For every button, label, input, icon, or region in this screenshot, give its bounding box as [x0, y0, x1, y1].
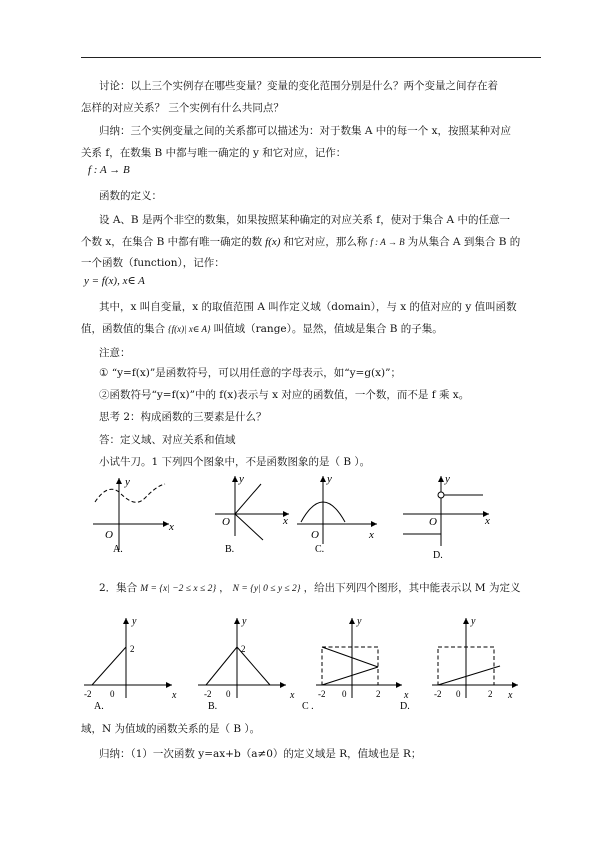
set-graph-c-y: y — [357, 616, 362, 627]
graph-d-origin: O — [429, 516, 437, 528]
graph-b-x-label: x — [283, 515, 288, 527]
text-discussion-2: 怎样的对应关系？ 三个实例有什么共同点？ — [81, 102, 284, 114]
set-graph-b — [198, 616, 295, 712]
set-graph-a-y: y — [132, 616, 137, 627]
text-definition-2c: 为从集合 A 到集合 B 的 — [407, 236, 521, 248]
set-graph-c-zero: 0 — [342, 689, 347, 699]
graph-c-y-label: y — [327, 473, 332, 485]
text-answer: 答：定义域、对应关系和值域 — [99, 434, 236, 446]
set-graph-d-label: D. — [400, 701, 410, 712]
text-range — [81, 322, 443, 336]
set-graph-b-two: 2 — [241, 644, 246, 654]
set-graph-d-two: 2 — [488, 689, 493, 699]
text-induction-linear: 归纳：（1）一次函数 y=ax+b（a≠0）的定义域是 R，值域也是 R； — [99, 748, 422, 760]
set-graph-b-neg2: -2 — [204, 689, 212, 699]
text-exercise-2-end: 域，N 为值域的函数关系的是（ B ）。 — [81, 723, 261, 735]
graph-b-origin: O — [222, 516, 230, 528]
set-graph-d-x: x — [508, 690, 513, 701]
set-graph-b-x: x — [290, 690, 295, 701]
set-graph-c-x: x — [404, 690, 409, 701]
graph-d-y-label: y — [445, 473, 450, 485]
set-graph-c — [302, 616, 409, 712]
set-graph-d — [400, 616, 518, 712]
text-discussion-1: 讨论：以上三个实例存在哪些变量？变量的变化范围分别是什么？两个变量之间存在着 — [99, 80, 498, 92]
text-exercise-2a: 2．集合 — [99, 582, 138, 594]
text-note-2: ②函数符号“y=f(x)”中的 f(x)表示与 x 对应的函数值，一个数，而不是 f 乘 x。 — [99, 389, 470, 401]
graph-d-label: D. — [433, 550, 443, 561]
text-domain: 其中，x 叫自变量，x 的取值范围 A 叫作定义域（domain），与 x 的值对应的 y 值叫函数 — [99, 301, 517, 313]
set-graph-c-neg2: -2 — [318, 689, 326, 699]
text-definition-2 — [81, 235, 520, 249]
text-note-1: ① “y=f(x)”是函数符号，可以用任意的字母表示，如“y=g(x)”； — [99, 367, 402, 379]
text-range-b: 叫值域（range）。显然，值域是集合 B 的子集。 — [213, 323, 443, 335]
formula-mapping-2: f : A → B — [370, 237, 405, 247]
formula-range-set: {f(x)| x∈ A} — [168, 324, 211, 334]
text-definition-3: 一个函数（function），记作： — [81, 257, 225, 269]
formula-mapping: f : A → B — [88, 164, 130, 176]
graph-a-label: A. — [113, 544, 123, 555]
set-graph-a-label: A. — [94, 701, 104, 712]
graph-a-origin: O — [105, 529, 113, 541]
set-graph-d-zero: 0 — [456, 689, 461, 699]
graph-b — [215, 473, 289, 555]
graph-b-label: B. — [225, 544, 235, 555]
text-exercise-2b: ， — [219, 582, 230, 594]
text-definition-1: 设 A、B 是两个非空的数集，如果按照某种确定的对应关系 f，使对于集合 A 中的任意一 — [99, 214, 510, 226]
text-definition-2a: 个数 x，在集合 B 中都有唯一确定的数 — [81, 236, 263, 248]
graph-a-x-label: x — [169, 521, 174, 533]
graph-c-label: C. — [315, 544, 325, 555]
graph-c-origin: O — [311, 529, 319, 541]
set-graph-b-zero: 0 — [226, 689, 231, 699]
graph-c — [297, 473, 377, 555]
set-graph-a — [84, 616, 177, 712]
set-graph-c-two: 2 — [376, 689, 381, 699]
text-range-a: 值，函数值的集合 — [81, 323, 165, 335]
graph-c-x-label: x — [369, 529, 374, 541]
text-induction-2: 关系 f，在数集 B 中都与唯一确定的 y 和它对应，记作： — [81, 147, 347, 159]
text-exercise-1: 小试牛刀。1 下列四个图象中，不是函数图象的是（ B ）。 — [99, 456, 371, 468]
set-graph-a-zero: 0 — [110, 689, 115, 699]
set-graph-b-label: B. — [208, 701, 218, 712]
graph-a-y-label: y — [125, 476, 130, 488]
text-exercise-2 — [99, 581, 521, 596]
graph-d — [403, 473, 490, 561]
set-graph-d-y: y — [471, 616, 476, 627]
heading-function-definition: 函数的定义： — [99, 190, 162, 202]
text-think-2: 思考 2：构成函数的三要素是什么？ — [99, 411, 267, 423]
formula-set-n: N = {y| 0 ≤ y ≤ 2} — [232, 584, 301, 594]
set-graph-b-y: y — [242, 616, 247, 627]
formula-notation: y = f(x), x∈ A — [84, 275, 145, 287]
set-graph-c-label: C . — [302, 701, 314, 712]
graph-d-x-label: x — [485, 515, 490, 527]
text-induction-1: 归纳：三个实例变量之间的关系都可以描述为：对于数集 A 中的每一个 x，按照某种对应 — [99, 125, 512, 137]
set-graph-d-neg2: -2 — [434, 689, 442, 699]
exercise2-graphs — [80, 612, 520, 712]
exercise1-graphs — [85, 468, 505, 563]
graph-b-y-label: y — [239, 473, 244, 485]
set-graph-a-two: 2 — [130, 644, 135, 654]
text-definition-2b: 和它对应，那么称 — [283, 236, 368, 248]
set-graph-a-neg2: -2 — [84, 689, 92, 699]
heading-note: 注意： — [99, 347, 131, 359]
graph-a — [93, 476, 174, 555]
formula-fx: f(x) — [265, 236, 281, 248]
header-rule — [81, 57, 541, 58]
set-graph-a-x: x — [172, 690, 177, 701]
text-exercise-2c: ，给出下列四个图形，其中能表示以 M 为定义 — [303, 582, 521, 594]
formula-set-m: M = {x| −2 ≤ x ≤ 2} — [140, 584, 217, 594]
